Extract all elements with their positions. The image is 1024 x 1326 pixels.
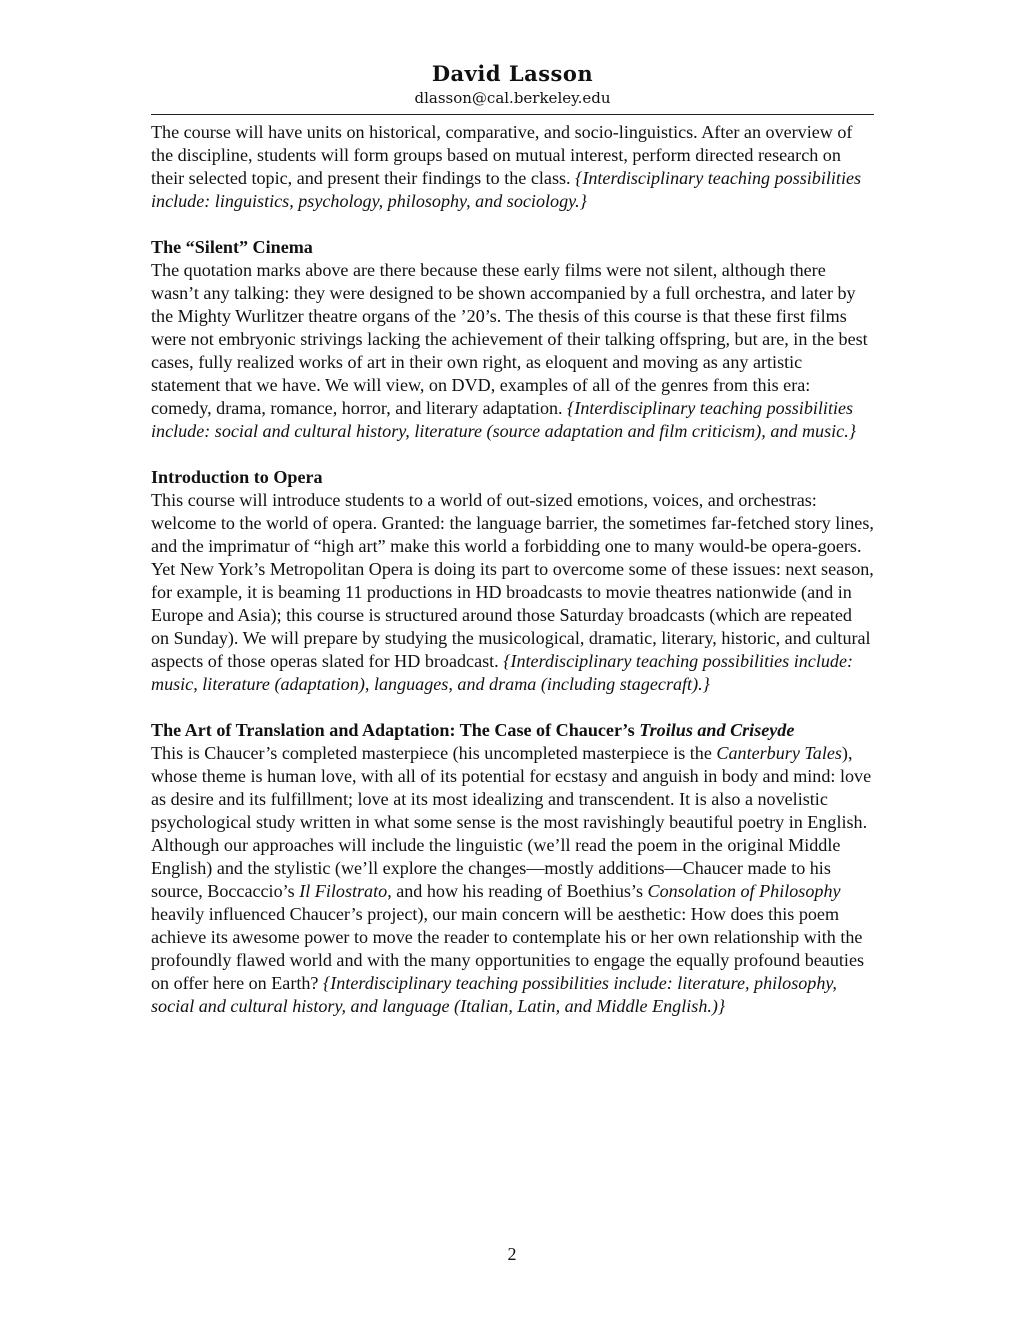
document-page xyxy=(151,60,874,1018)
paragraph-gap xyxy=(151,213,874,236)
section-heading-silent-cinema: The “Silent” Cinema xyxy=(151,237,313,257)
chaucer-text-2: ), whose theme is human love, with all of its potential for ecstasy and anguish in body and mind: love as desire and its fulfillment; love at its most idealizing and transcendent. It is also a novelistic psychological study written in what some sense is the most ravishingly beautiful poetry in English. Although our approaches will include the linguistic (we’ll read the poem in the original Middle English) and the stylistic (we’ll explore the changes—mostly additions—Chaucer made to his source, Boccaccio’s xyxy=(151,743,872,901)
chaucer-italic-2: Il Filostrato xyxy=(299,881,388,901)
opera-note: {Interdisciplinary teaching possibilities include: music, literature (adaptation), languages, and drama (including stagecraft).} xyxy=(151,651,854,694)
chaucer-text-4: heavily influenced Chaucer’s project), our main concern will be aesthetic: How does this poem achieve its awesome power to move the reader to contemplate his or her own relationship with the profoundly flawed world and with the many opportunities to engage the equally profound beauties on offer here on Earth? xyxy=(151,904,865,993)
chaucer-text-1: This is Chaucer’s completed masterpiece (his uncompleted masterpiece is the xyxy=(151,743,717,763)
chaucer-text-3: , and how his reading of Boethius’s xyxy=(387,881,648,901)
silent-cinema-paragraph xyxy=(151,259,874,443)
intro-note: {Interdisciplinary teaching possibilities include: linguistics, psychology, philosophy, and sociology.} xyxy=(151,168,862,211)
silent-cinema-note: {Interdisciplinary teaching possibilities include: social and cultural history, literature (source adaptation and film criticism), and music.} xyxy=(151,398,856,441)
header-rule xyxy=(151,114,874,115)
paragraph-gap xyxy=(151,443,874,466)
paragraph-gap xyxy=(151,696,874,719)
intro-paragraph xyxy=(151,121,874,213)
chaucer-italic-3: Consolation of Philosophy xyxy=(647,881,841,901)
chaucer-heading-title: Troilus and Criseyde xyxy=(639,720,795,740)
author-name: David Lasson xyxy=(431,61,594,86)
opera-paragraph xyxy=(151,489,874,696)
chaucer-italic-1: Canterbury Tales xyxy=(716,743,842,763)
document-body xyxy=(151,121,874,1018)
intro-text: The course will have units on historical, comparative, and socio-linguistics. After an overview of the discipline, students will form groups based on mutual interest, perform directed research on their selected topic, and present their findings to the class. xyxy=(151,122,853,188)
page-number: 2 xyxy=(507,1244,517,1264)
letterhead xyxy=(151,60,874,115)
opera-text: This course will introduce students to a world of out-sized emotions, voices, and orchestras: welcome to the world of opera. Granted: the language barrier, the sometimes far-fetched story lines, and the imprimatur of “high art” make this world a forbidding one to many would-be opera-goers. Yet New York’s Metropolitan Opera is doing its part to overcome some of these issues: next season, for example, it is beaming 11 productions in HD broadcasts to movie theatres nationwide (and in Europe and Asia); this course is structured around those Saturday broadcasts (which are repeated on Sunday). We will prepare by studying the musicological, dramatic, literary, historic, and cultural aspects of those operas slated for HD broadcast. xyxy=(151,490,874,671)
author-email: dlasson@cal.berkeley.edu xyxy=(414,89,611,107)
chaucer-note: {Interdisciplinary teaching possibilities include: literature, philosophy, social and cultural history, and language (Italian, Latin, and Middle English.)} xyxy=(151,973,837,1016)
section-heading-opera: Introduction to Opera xyxy=(151,467,323,487)
chaucer-heading-text: The Art of Translation and Adaptation: The Case of Chaucer’s xyxy=(151,720,640,740)
chaucer-paragraph xyxy=(151,742,874,1018)
section-heading-chaucer xyxy=(151,719,874,742)
silent-cinema-text: The quotation marks above are there because these early films were not silent, although there wasn’t any talking: they were designed to be shown accompanied by a full orchestra, and later by the Mighty Wurlitzer theatre organs of the ’20’s. The thesis of this course is that these first films were not embryonic strivings lacking the achievement of their talking offspring, but are, in the best cases, fully realized works of art in their own right, as eloquent and moving as any artistic statement that we have. We will view, on DVD, examples of all of the genres from this era: comedy, drama, romance, horror, and literary adaptation. xyxy=(151,260,868,418)
